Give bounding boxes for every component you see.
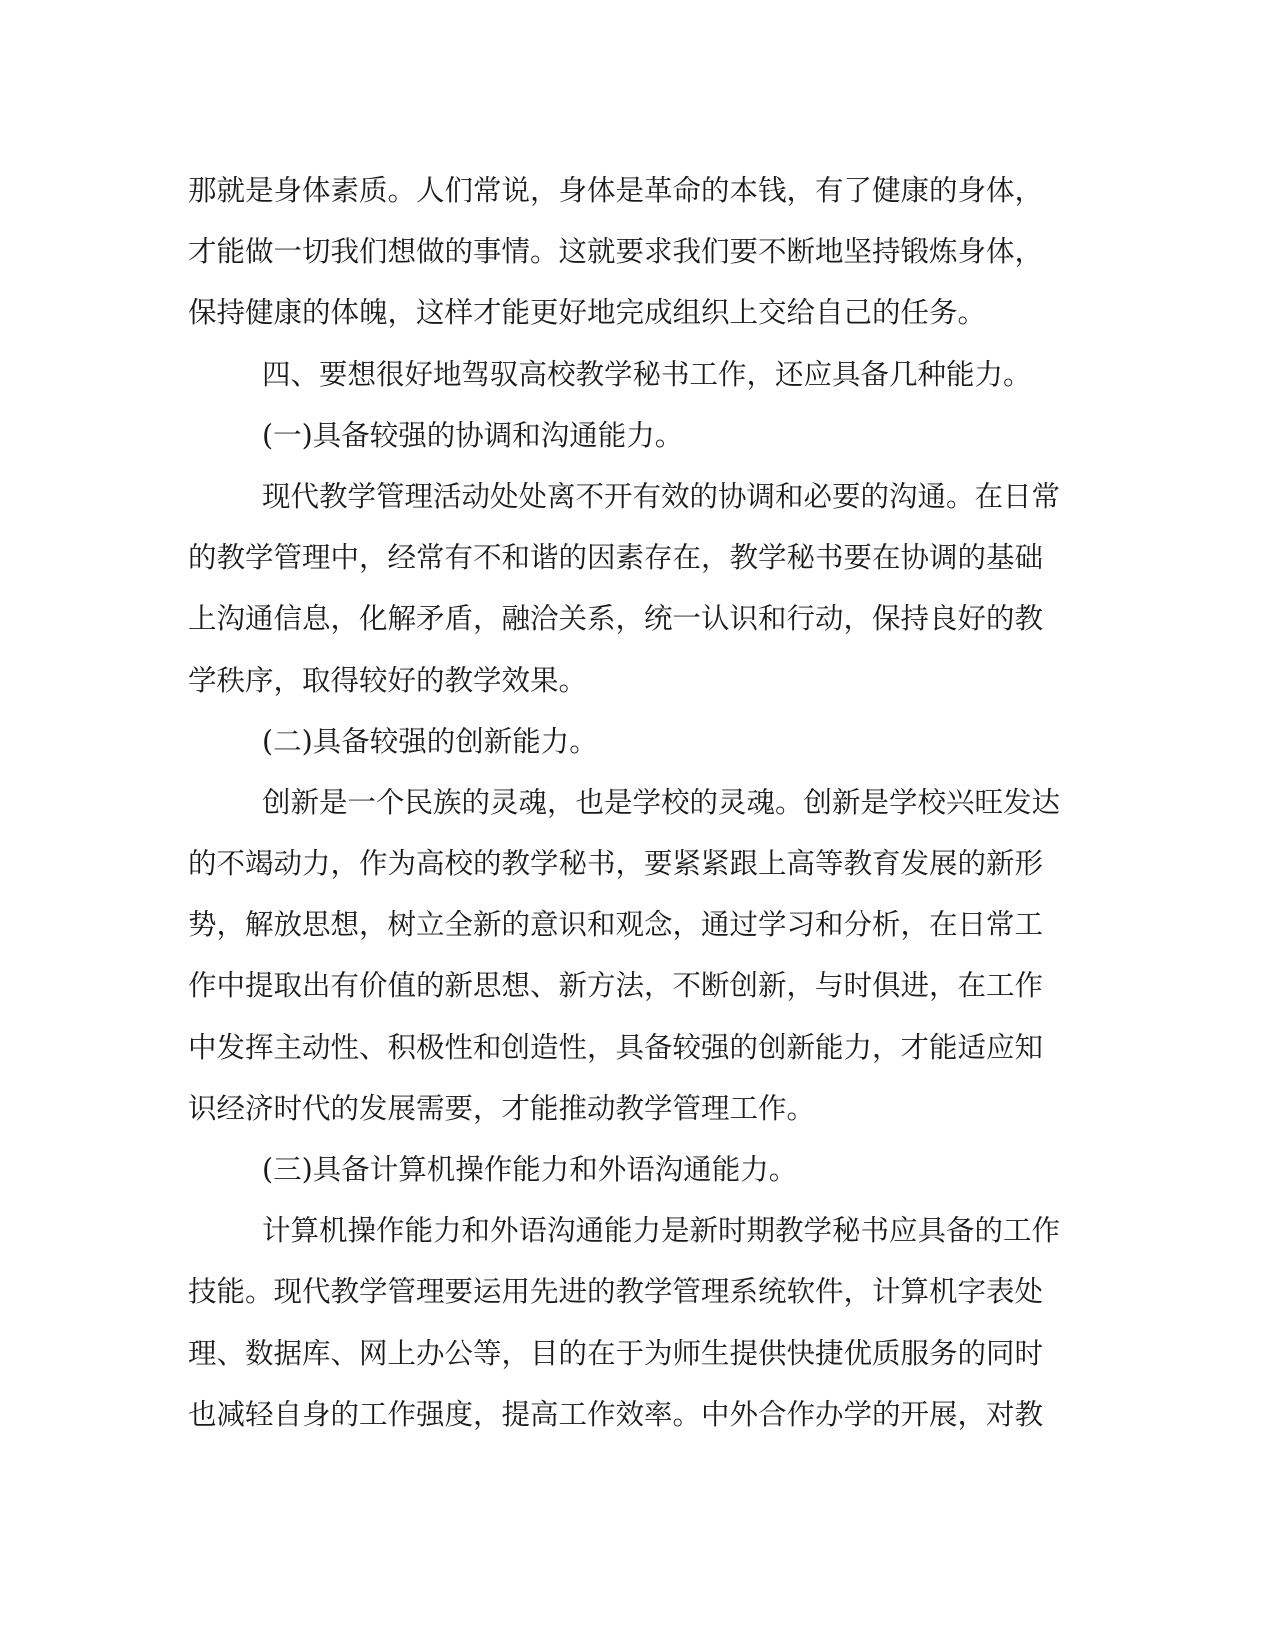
text-line: 中发挥主动性、积极性和创造性，具备较强的创新能力，才能适应知: [188, 1030, 1044, 1064]
text-line: 四、要想很好地驾驭高校教学秘书工作，还应具备几种能力。: [262, 357, 1032, 391]
text-line: 那就是身体素质。人们常说，身体是革命的本钱，有了健康的身体，: [188, 174, 1044, 207]
text-line: 也减轻自身的工作强度，提高工作效率。中外合作办学的开展，对教: [188, 1397, 1044, 1431]
text-line: 作中提取出有价值的新思想、新方法，不断创新，与时俱进，在工作: [188, 969, 1044, 1003]
text-line: 势，解放思想，树立全新的意识和观念，通过学习和分析，在日常工: [188, 908, 1044, 942]
text-line: 保持健康的体魄，这样才能更好地完成组织上交给自己的任务。: [188, 296, 987, 330]
text-line: 学秩序，取得较好的教学效果。: [188, 663, 588, 697]
text-line: 计算机操作能力和外语沟通能力是新时期教学秘书应具备的工作: [262, 1214, 1061, 1248]
text-line: 识经济时代的发展需要，才能推动教学管理工作。: [188, 1091, 816, 1125]
text-line: 的不竭动力，作为高校的教学秘书，要紧紧跟上高等教育发展的新形: [188, 847, 1044, 881]
text-line: 现代教学管理活动处处离不开有效的协调和必要的沟通。在日常: [262, 479, 1061, 513]
text-line: 创新是一个民族的灵魂，也是学校的灵魂。创新是学校兴旺发达: [262, 785, 1061, 819]
text-line: 理、数据库、网上办公等，目的在于为师生提供快捷优质服务的同时: [188, 1336, 1044, 1370]
text-line: 的教学管理中，经常有不和谐的因素存在，教学秘书要在协调的基础: [188, 541, 1044, 575]
text-line: (一)具备较强的协调和沟通能力。: [262, 418, 684, 452]
text-line: 才能做一切我们想做的事情。这就要求我们要不断地坚持锻炼身体，: [188, 235, 1044, 269]
text-line: 技能。现代教学管理要运用先进的教学管理系统软件，计算机字表处: [188, 1275, 1044, 1309]
text-line: 上沟通信息，化解矛盾，融洽关系，统一认识和行动，保持良好的教: [188, 602, 1044, 636]
body-text: [188, 160, 1088, 1445]
text-line: (二)具备较强的创新能力。: [262, 724, 598, 758]
text-line: (三)具备计算机操作能力和外语沟通能力。: [262, 1153, 798, 1186]
